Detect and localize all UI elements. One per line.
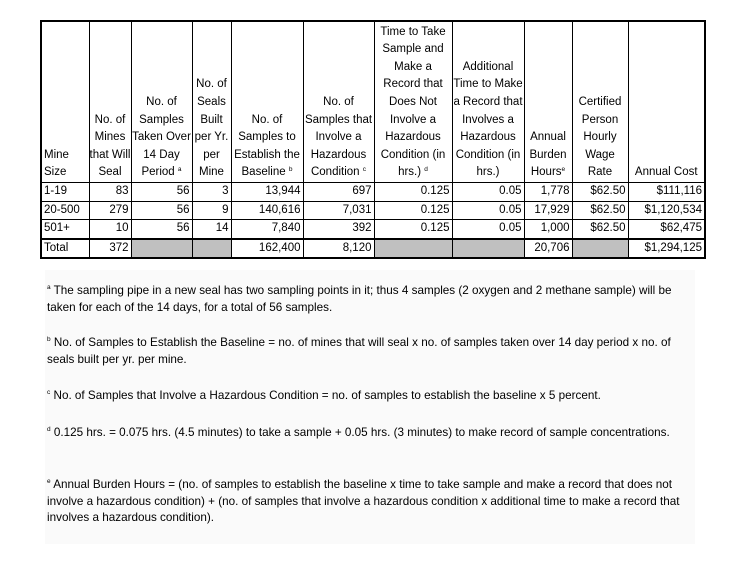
- header-samples-to-establish-baseline: No. of Samples to Establish the Baseline $^b$: [231, 21, 303, 183]
- cell-annual-cost: $111,116: [628, 183, 705, 202]
- footnote-mark: e: [47, 478, 51, 485]
- table-header-row: [41, 21, 705, 183]
- footnote-mark: d: [47, 426, 51, 433]
- cell-seals-per-year: 3: [192, 183, 231, 202]
- footnote-mark: b: [47, 336, 51, 343]
- cell-empty-shaded: [374, 239, 452, 259]
- footnote-mark: c: [47, 389, 51, 396]
- footnote-mark: a: [47, 284, 51, 291]
- footnote-c: [47, 388, 697, 405]
- cell-samples-14-days: 56: [131, 201, 192, 220]
- cell-burden-hours: 1,000: [524, 220, 572, 239]
- footnote-text: Annual Burden Hours = (no. of samples to establish the baseline x time to take sample and make a record that does not involve a hazardous condition) + (no. of samples that involve a hazardous condition x additional time to make a record that involves a hazardous condition).: [47, 478, 680, 524]
- cell-samples-14-days: 56: [131, 183, 192, 202]
- cell-total-label: Total: [41, 239, 89, 259]
- cell-hazardous-samples: 7,031: [303, 201, 374, 220]
- footnote-mark-d: d: [424, 166, 428, 174]
- cell-burden-hours: 17,929: [524, 201, 572, 220]
- cell-sample-time: 0.125: [374, 201, 452, 220]
- footnote-mark-c: c: [362, 166, 367, 174]
- cell-mines: 83: [89, 183, 131, 202]
- cell-baseline-samples: 140,616: [231, 201, 303, 220]
- table-row: [41, 201, 705, 220]
- cell-seals-per-year: 14: [192, 220, 231, 239]
- cell-annual-cost: $1,120,534: [628, 201, 705, 220]
- cell-mines: 10: [89, 220, 131, 239]
- cell-total-mines: 372: [89, 239, 131, 259]
- cell-mines: 279: [89, 201, 131, 220]
- cell-seals-per-year: 9: [192, 201, 231, 220]
- cell-mine-size: 20-500: [41, 201, 89, 220]
- footnote-mark-a: a: [177, 166, 182, 174]
- footnote-e: [47, 477, 697, 527]
- cell-wage-rate: $62.50: [572, 183, 628, 202]
- cell-empty-shaded: [192, 239, 231, 259]
- cell-wage-rate: $62.50: [572, 201, 628, 220]
- header-additional-time: Additional Time to Make a Record that Involves a Hazardous Condition (in hrs.): [452, 21, 524, 183]
- footnote-mark-b: b: [288, 166, 293, 174]
- footnote-text: 0.125 hrs. = 0.075 hrs. (4.5 minutes) to take a sample + 0.05 hrs. (3 minutes) to make record of sample concentrations.: [53, 426, 670, 439]
- footnote-mark-e: e: [561, 166, 566, 174]
- cell-wage-rate: $62.50: [572, 220, 628, 239]
- cell-empty-shaded: [452, 239, 524, 259]
- footnote-a: [47, 283, 697, 316]
- cell-hazardous-samples: 697: [303, 183, 374, 202]
- table-row: [41, 183, 705, 202]
- footnote-text: No. of Samples to Establish the Baseline = no. of mines that will seal x no. of samples taken over 14 day period x no. of seals built per yr. per mine.: [47, 336, 671, 366]
- cell-samples-14-days: 56: [131, 220, 192, 239]
- header-mine-size: Mine Size: [41, 21, 89, 183]
- cell-burden-hours: 1,778: [524, 183, 572, 202]
- cell-baseline-samples: 7,840: [231, 220, 303, 239]
- cell-empty-shaded: [572, 239, 628, 259]
- header-time-to-take-sample: Time to Take Sample and Make a Record that Does Not Involve a Hazardous Condition (in hrs.) $^d$: [374, 21, 452, 183]
- table-total-row: [41, 239, 705, 259]
- cell-baseline-samples: 13,944: [231, 183, 303, 202]
- cell-total-annual-cost: $1,294,125: [628, 239, 705, 259]
- header-hourly-wage-rate: Certified Person Hourly Wage Rate: [572, 21, 628, 183]
- footnote-text: The sampling pipe in a new seal has two sampling points in it; thus 4 samples (2 oxygen and 2 methane sample) will be taken for each of the 14 days, for a total of 56 samples.: [47, 284, 672, 314]
- cell-mine-size: 501+: [41, 220, 89, 239]
- burden-hours-table: [40, 20, 706, 259]
- cell-total-burden-hours: 20,706: [524, 239, 572, 259]
- header-hazardous-samples: No. of Samples that Involve a Hazardous Condition $^c$: [303, 21, 374, 183]
- header-annual-burden-hours: Annual Burden Hours$^e$: [524, 21, 572, 183]
- header-mines-that-will-seal: No. of Mines that Will Seal: [89, 21, 131, 183]
- header-samples-over-14-days: No. of Samples Taken Over 14 Day Period $^a$: [131, 21, 192, 183]
- cell-additional-time: 0.05: [452, 220, 524, 239]
- cell-sample-time: 0.125: [374, 183, 452, 202]
- cell-total-hazardous-samples: 8,120: [303, 239, 374, 259]
- cell-hazardous-samples: 392: [303, 220, 374, 239]
- table-row: [41, 220, 705, 239]
- cell-mine-size: 1-19: [41, 183, 89, 202]
- cell-sample-time: 0.125: [374, 220, 452, 239]
- cell-annual-cost: $62,475: [628, 220, 705, 239]
- footnote-text: No. of Samples that Involve a Hazardous Condition = no. of samples to establish the baseline x 5 percent.: [53, 389, 601, 402]
- header-annual-cost: Annual Cost: [628, 21, 705, 183]
- cell-additional-time: 0.05: [452, 201, 524, 220]
- footnote-b: [47, 335, 697, 368]
- cell-additional-time: 0.05: [452, 183, 524, 202]
- header-seals-built-per-year: No. of Seals Built per Yr. per Mine: [192, 21, 231, 183]
- footnote-d: [47, 425, 697, 442]
- cell-total-baseline-samples: 162,400: [231, 239, 303, 259]
- cell-empty-shaded: [131, 239, 192, 259]
